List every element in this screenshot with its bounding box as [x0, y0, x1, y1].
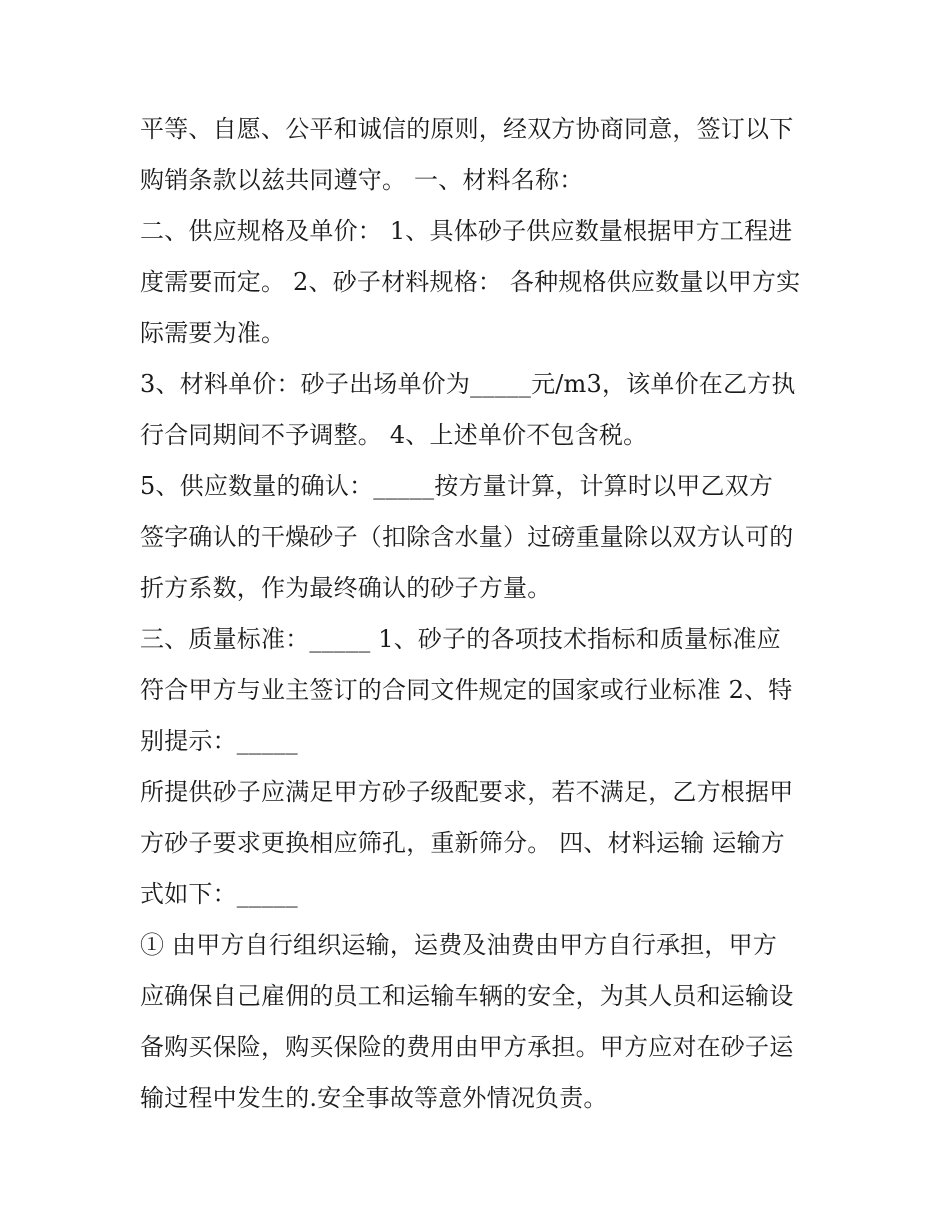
- text-line: 备购买保险，购买保险的费用由甲方承担。甲方应对在砂子运: [140, 1033, 794, 1061]
- text-line: 际需要为准。: [140, 319, 286, 347]
- text-line: 行合同期间不予调整。 4、上述单价不包含税。: [140, 421, 648, 449]
- text-line: 输过程中发生的.安全事故等意外情况负责。: [140, 1084, 608, 1112]
- text-line: 购销条款以兹共同遵守。 一、材料名称：: [140, 166, 584, 194]
- text-line: 折方系数，作为最终确认的砂子方量。: [140, 574, 552, 602]
- text-line: 应确保自己雇佣的员工和运输车辆的安全，为其人员和运输设: [140, 982, 794, 1010]
- text-line: 三、质量标准：_____ 1、砂子的各项技术指标和质量标准应: [140, 625, 781, 653]
- text-line: 所提供砂子应满足甲方砂子级配要求，若不满足，乙方根据甲: [140, 778, 794, 806]
- text-line: 式如下：_____: [140, 880, 298, 908]
- text-line: 度需要而定。 2、砂子材料规格： 各种规格供应数量以甲方实: [140, 268, 801, 296]
- text-line: 5、供应数量的确认：_____按方量计算，计算时以甲乙双方: [140, 472, 774, 500]
- text-line: 3、材料单价：砂子出场单价为_____元/m3，该单价在乙方执: [140, 370, 796, 398]
- text-line: 二、供应规格及单价： 1、具体砂子供应数量根据甲方工程进: [140, 217, 793, 245]
- text-line: 别提示：_____: [140, 727, 298, 755]
- text-line: 平等、自愿、公平和诚信的原则，经双方协商同意，签订以下: [140, 115, 794, 143]
- text-line: 签字确认的干燥砂子（扣除含水量）过磅重量除以双方认可的: [140, 523, 794, 551]
- text-line: 符合甲方与业主签订的合同文件规定的国家或行业标准 2、特: [140, 676, 793, 704]
- text-line: ① 由甲方自行组织运输，运费及油费由甲方自行承担，甲方: [140, 931, 778, 959]
- document-body: [140, 104, 815, 1124]
- text-line: 方砂子要求更换相应筛孔，重新筛分。 四、材料运输 运输方: [140, 829, 785, 857]
